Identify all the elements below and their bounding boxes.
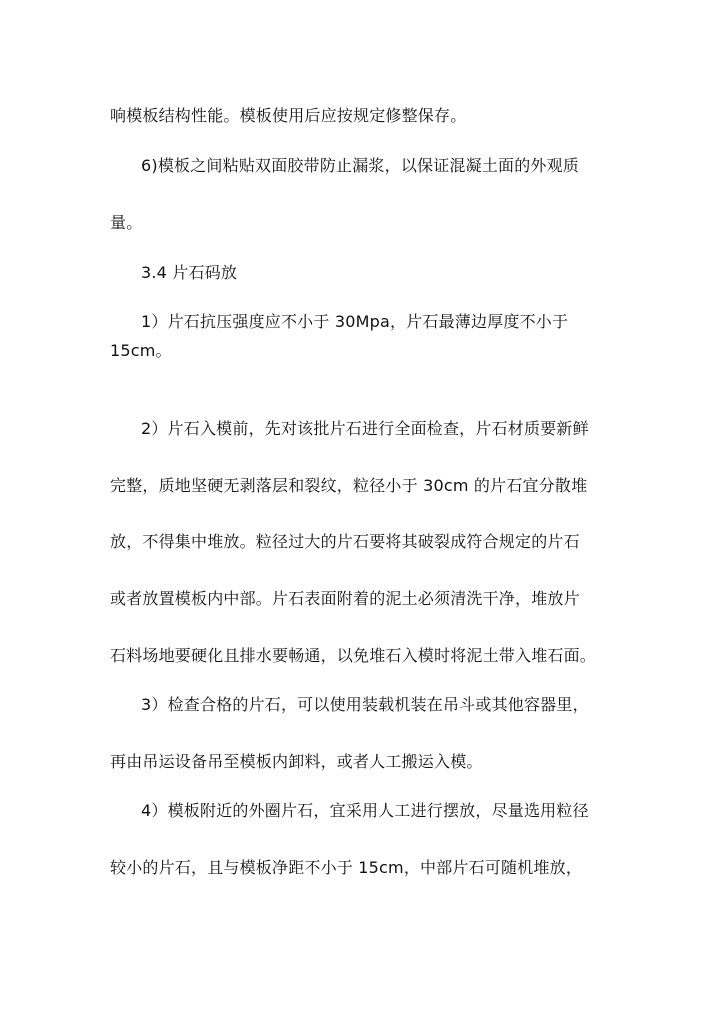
text-line: 放，不得集中堆放。粒径过大的片石要将其破裂成符合规定的片石 bbox=[110, 532, 580, 551]
text-line: 3）检查合格的片石，可以使用装载机装在吊斗或其他容器里， bbox=[141, 695, 589, 714]
text-line: 15cm。 bbox=[110, 341, 172, 360]
text-line: 再由吊运设备吊至模板内卸料，或者人工搬运入模。 bbox=[110, 752, 483, 771]
text-line: 1）片石抗压强度应不小于 30Mpa，片石最薄边厚度不小于 bbox=[141, 312, 569, 331]
text-line: 6)模板之间粘贴双面胶带防止漏浆，以保证混凝土面的外观质 bbox=[141, 156, 580, 175]
text-line: 石料场地要硬化且排水要畅通，以免堆石入模时将泥土带入堆石面。 bbox=[110, 646, 597, 665]
text-line: 2）片石入模前，先对该批片石进行全面检查，片石材质要新鲜 bbox=[141, 419, 589, 438]
text-line: 完整，质地坚硬无剥落层和裂纹，粒径小于 30cm 的片石宜分散堆 bbox=[110, 476, 588, 495]
text-line: 量。 bbox=[110, 213, 143, 232]
text-line: 较小的片石，且与模板净距不小于 15cm，中部片石可随机堆放， bbox=[110, 858, 583, 877]
text-line: 或者放置模板内中部。片石表面附着的泥土必须清洗干净，堆放片 bbox=[110, 589, 580, 608]
section-heading: 3.4 片石码放 bbox=[141, 263, 238, 282]
text-line: 响模板结构性能。模板使用后应按规定修整保存。 bbox=[110, 106, 467, 125]
text-line: 4）模板附近的外圈片石，宜采用人工进行摆放，尽量选用粒径 bbox=[141, 801, 589, 820]
